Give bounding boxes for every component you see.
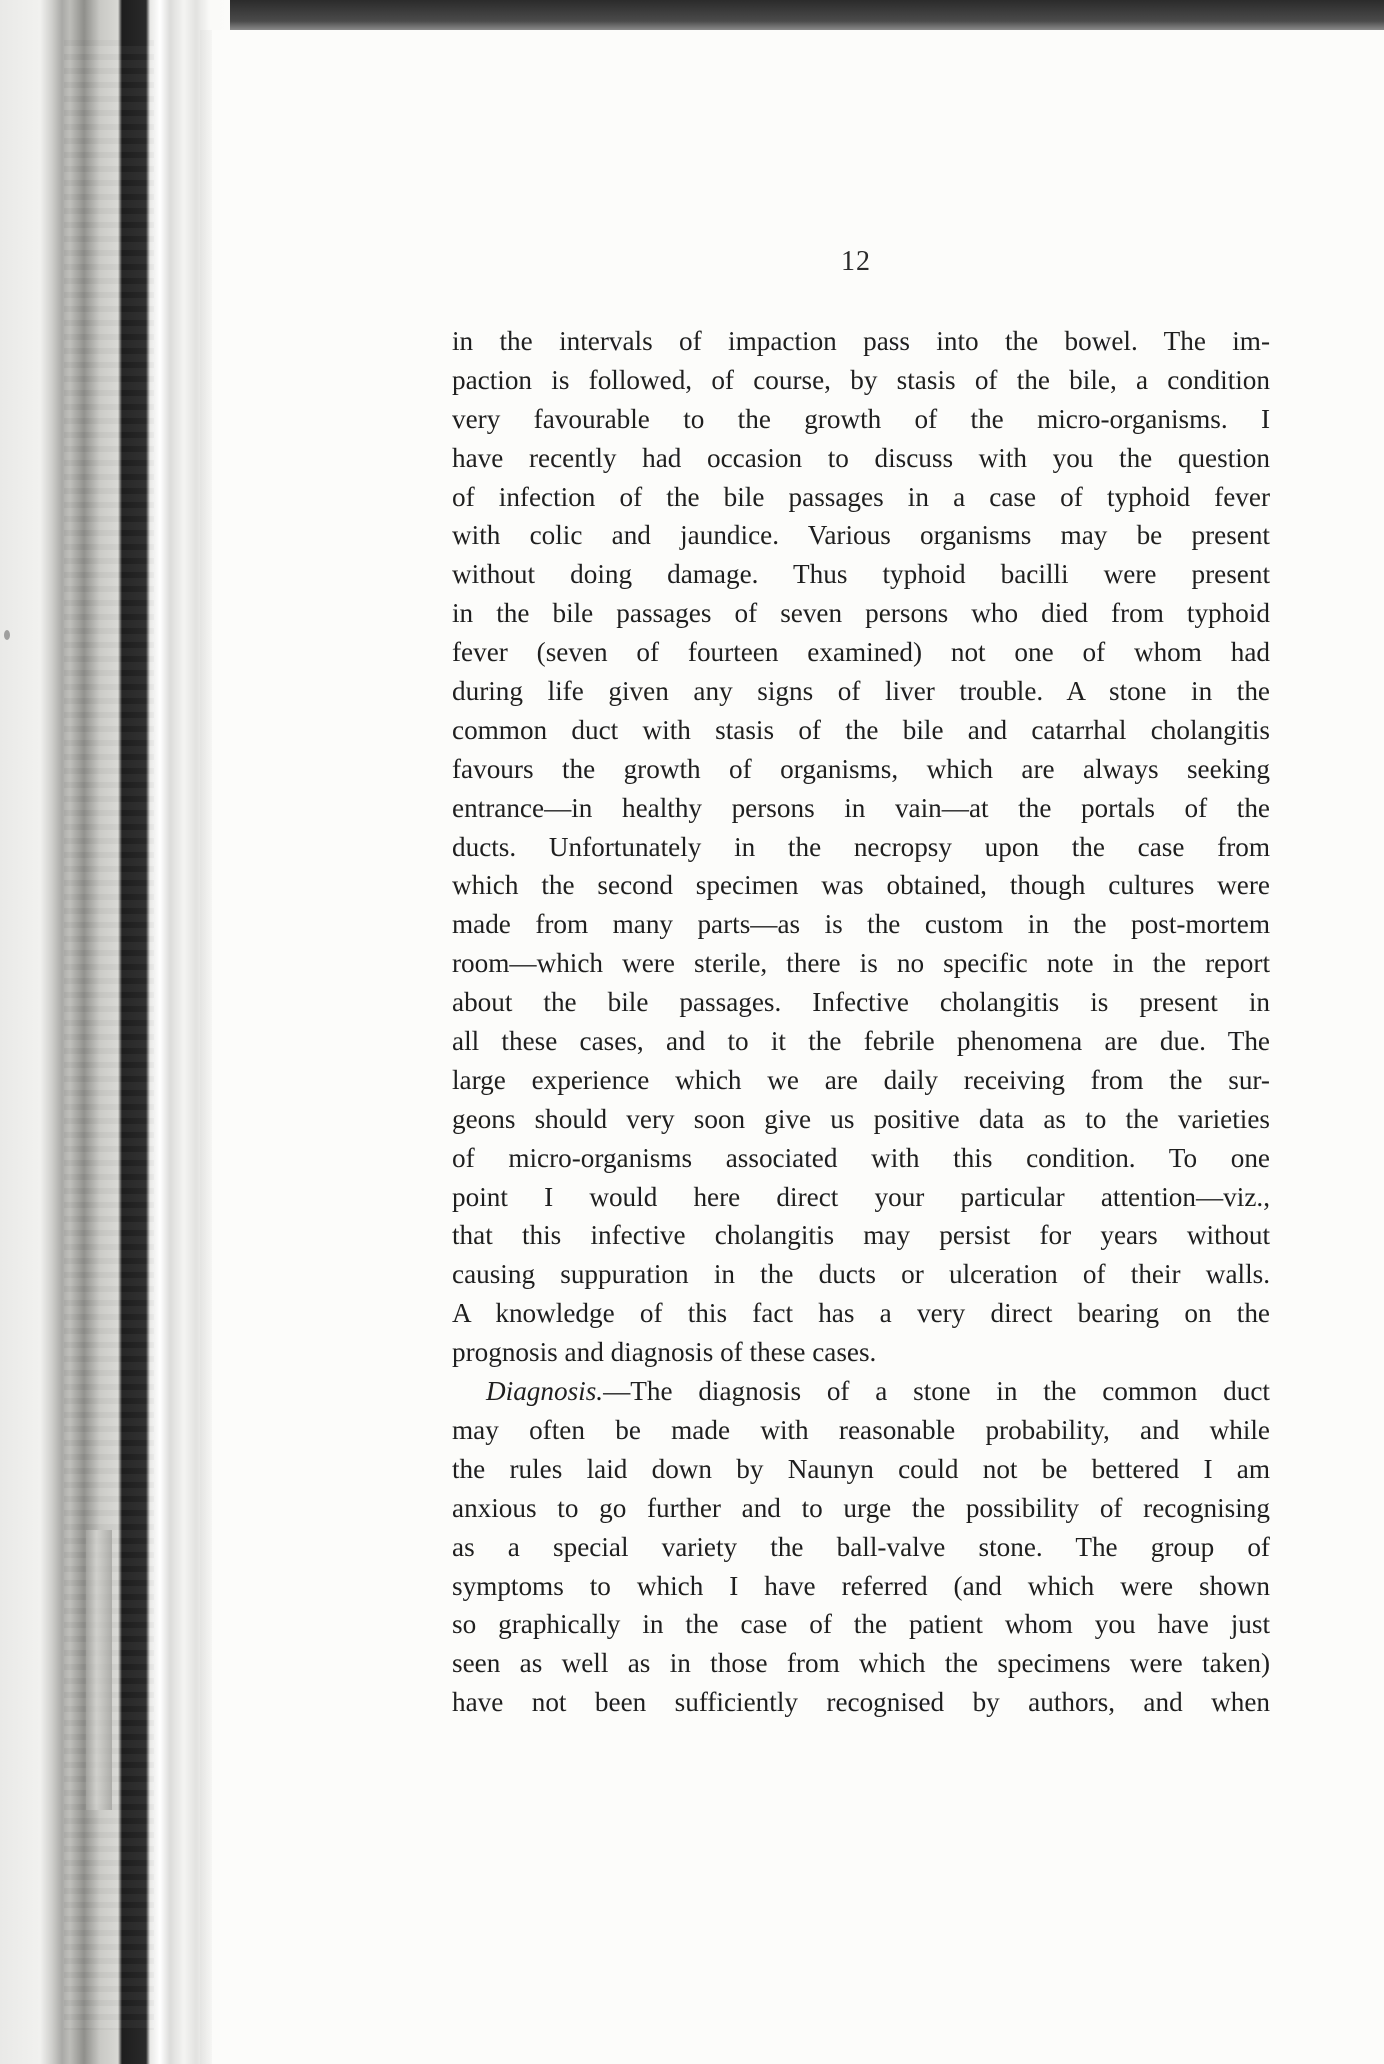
text-line: very favourable to the growth of the micro-organisms. I [452,403,1270,434]
text-line: have recently had occasion to discuss with you the question [452,442,1270,473]
scan-speck [4,630,10,640]
page-edge [200,30,212,2064]
text-line: causing suppuration in the ducts or ulceration of their walls. [452,1259,1270,1290]
text-line: seen as well as in those from which the specimens were taken) [452,1648,1270,1679]
section-heading: Diagnosis. [486,1376,604,1407]
text-line: of infection of the bile passages in a case of typhoid fever [452,481,1270,512]
body-text [452,322,1270,1722]
text-line: as a special variety the ball-valve stone. The group of [452,1531,1270,1562]
page-number: 12 [841,246,871,277]
text-line: ducts. Unfortunately in the necropsy upon the case from [452,831,1270,862]
text-line: prognosis and diagnosis of these cases. [452,1337,877,1368]
text-line: during life given any signs of liver trouble. A stone in the [452,676,1270,707]
text-line: in the bile passages of seven persons who died from typhoid [452,598,1270,629]
text-line: without doing damage. Thus typhoid bacilli were present [452,559,1270,590]
text-line: have not been sufficiently recognised by authors, and when [452,1687,1270,1718]
text-line: paction is followed, of course, by stasis of the bile, a condition [452,364,1270,395]
text-line: with colic and jaundice. Various organisms may be present [452,520,1270,551]
text-line: made from many parts—as is the custom in the post-mortem [452,909,1270,940]
text-line: anxious to go further and to urge the possibility of recognising [452,1492,1270,1523]
text-line: in the intervals of impaction pass into the bowel. The im- [452,326,1270,356]
text-line: that this infective cholangitis may persist for years without [452,1220,1270,1251]
text-line: room—which were sterile, there is no specific note in the report [452,948,1270,979]
text-line: so graphically in the case of the patient whom you have just [452,1609,1270,1640]
text-line: all these cases, and to it the febrile phenomena are due. The [452,1026,1270,1057]
section-first-line [452,1372,1270,1411]
text-line: point I would here direct your particular attention—viz., [452,1181,1270,1212]
text-line: about the bile passages. Infective cholangitis is present in [452,987,1270,1018]
text-line: A knowledge of this fact has a very direct bearing on the [452,1298,1270,1329]
text-line: favours the growth of organisms, which are always seeking [452,753,1270,784]
section-first-line-text: —The diagnosis of a stone in the common duct [603,1376,1270,1407]
text-line: fever (seven of fourteen examined) not one of whom had [452,637,1270,668]
text-line: of micro-organisms associated with this condition. To one [452,1142,1270,1173]
text-line: common duct with stasis of the bile and catarrhal cholangitis [452,714,1270,745]
text-line: geons should very soon give us positive data as to the varieties [452,1103,1270,1134]
text-line: the rules laid down by Naunyn could not be bettered I am [452,1453,1270,1484]
spine-damage [86,1530,112,1810]
text-line: may often be made with reasonable probability, and while [452,1414,1270,1445]
text-line: which the second specimen was obtained, though cultures were [452,870,1270,901]
text-line: large experience which we are daily receiving from the sur- [452,1064,1270,1095]
text-line: entrance—in healthy persons in vain—at the portals of the [452,792,1270,823]
text-line: symptoms to which I have referred (and which were shown [452,1570,1270,1601]
